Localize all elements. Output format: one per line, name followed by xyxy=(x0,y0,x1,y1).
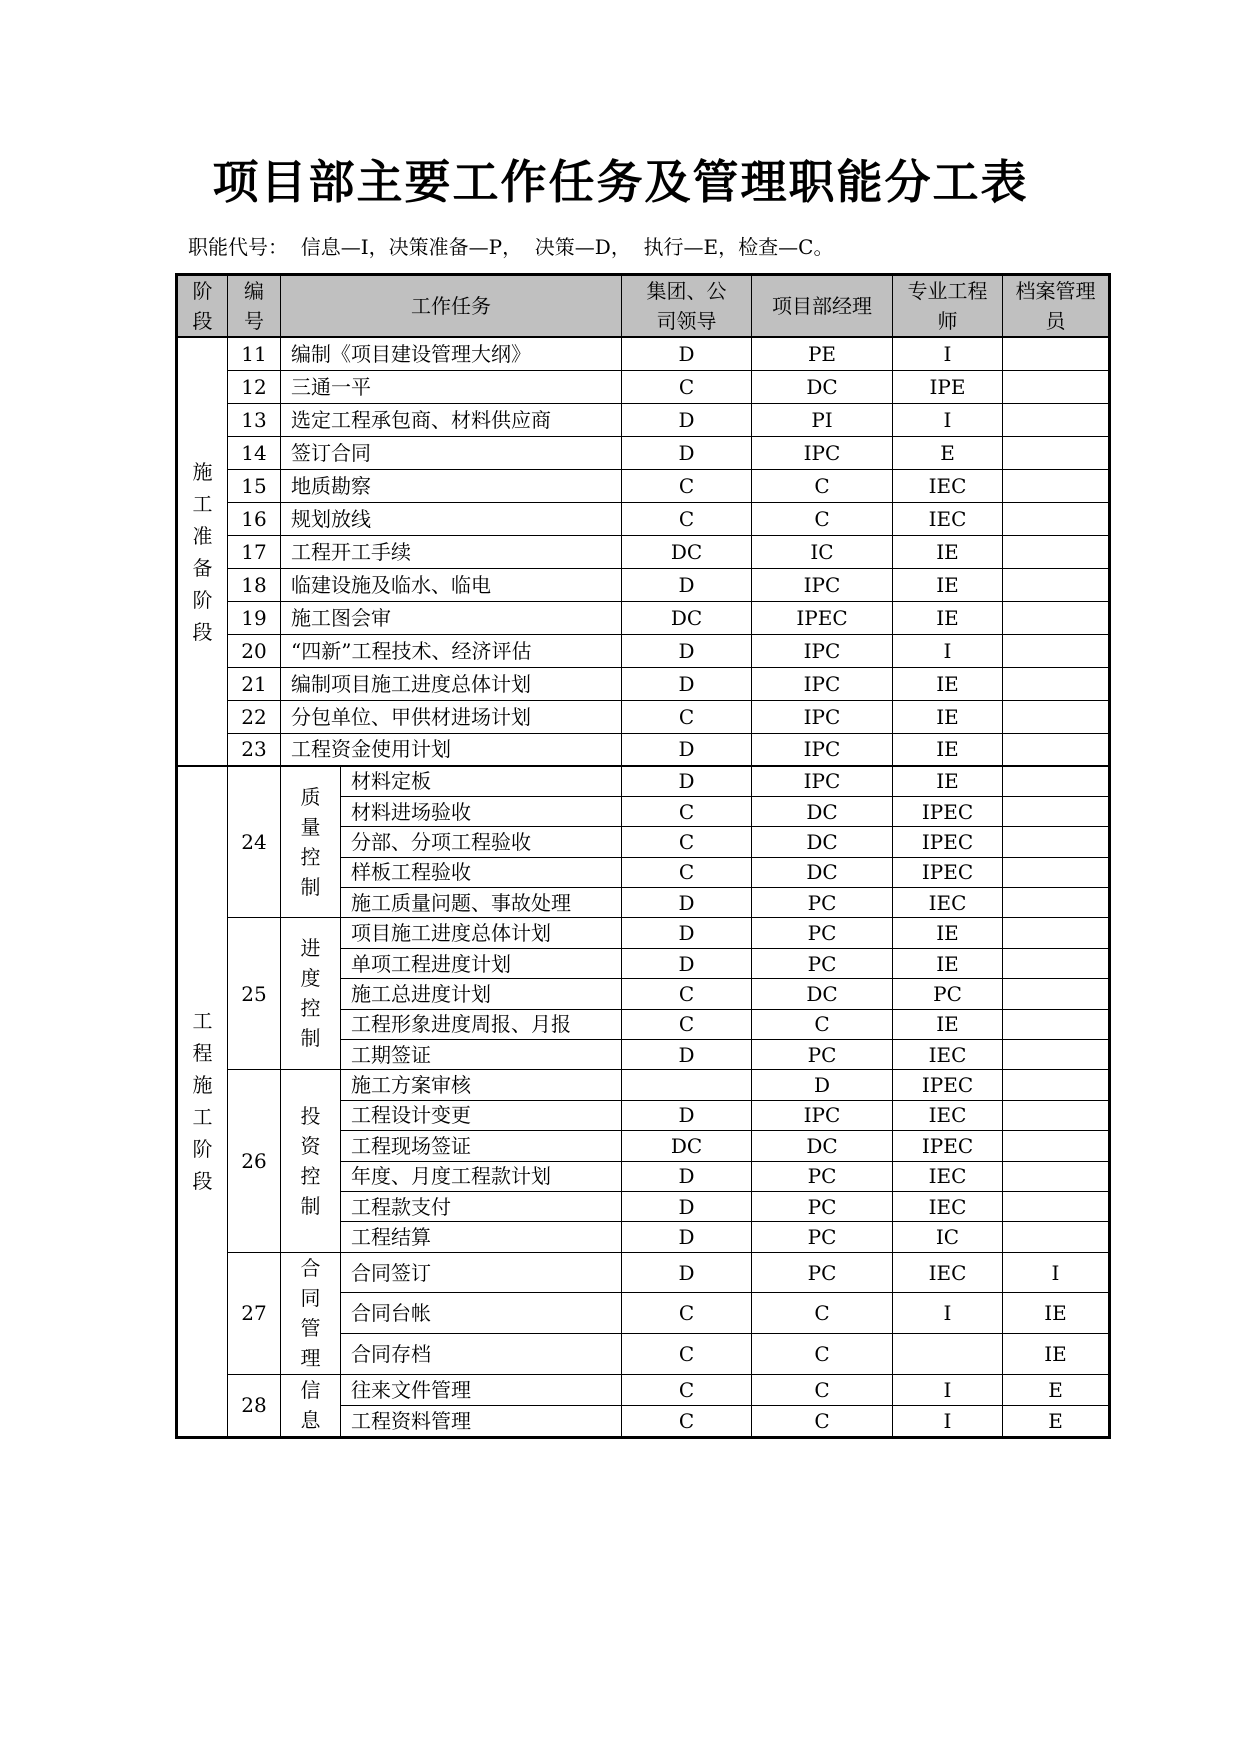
archivist-cell xyxy=(1003,979,1110,1009)
page-title: 项目部主要工作任务及管理职能分工表 xyxy=(212,155,1029,209)
responsibility-table xyxy=(175,273,1111,1439)
task-cell: 工程款支付 xyxy=(341,1191,622,1221)
header-archivist: 档案管理员 xyxy=(1003,275,1110,338)
archivist-cell xyxy=(1003,1100,1110,1130)
group-category xyxy=(281,1374,341,1437)
archivist-cell xyxy=(1003,700,1110,733)
header-leader: 集团、公司领导 xyxy=(622,275,752,338)
table-row xyxy=(177,733,1110,766)
leader-cell: D xyxy=(622,1252,752,1293)
function-code-legend: 职能代号： 信息—I，决策准备—P， 决策—D， 执行—E，检查—C。 xyxy=(188,235,834,259)
leader-cell: D xyxy=(622,1222,752,1252)
task-cell: 工程设计变更 xyxy=(341,1100,622,1130)
archivist-cell: E xyxy=(1003,1374,1110,1406)
leader-cell: D xyxy=(622,1191,752,1221)
leader-cell: C xyxy=(622,827,752,857)
engineer-cell: IPEC xyxy=(893,827,1003,857)
archivist-cell xyxy=(1003,733,1110,766)
table-row xyxy=(177,370,1110,403)
group-num: 24 xyxy=(228,766,281,918)
task-cell: 合同签订 xyxy=(341,1252,622,1293)
archivist-cell xyxy=(1003,1222,1110,1252)
group-num: 25 xyxy=(228,918,281,1070)
engineer-cell: IC xyxy=(893,1222,1003,1252)
engineer-cell xyxy=(893,1334,1003,1375)
pm-cell: IPC xyxy=(752,733,893,766)
engineer-cell: IE xyxy=(893,535,1003,568)
leader-cell: D xyxy=(622,634,752,667)
task-cell: 临建设施及临水、临电 xyxy=(281,568,622,601)
table-row xyxy=(177,502,1110,535)
leader-cell: D xyxy=(622,1100,752,1130)
archivist-cell xyxy=(1003,502,1110,535)
archivist-cell xyxy=(1003,403,1110,436)
pm-cell: DC xyxy=(752,857,893,887)
pm-cell: IPC xyxy=(752,766,893,796)
table-row xyxy=(177,667,1110,700)
pm-cell: DC xyxy=(752,370,893,403)
row-num: 15 xyxy=(228,469,281,502)
leader-cell: C xyxy=(622,700,752,733)
archivist-cell xyxy=(1003,766,1110,796)
pm-cell: DC xyxy=(752,827,893,857)
task-cell: 样板工程验收 xyxy=(341,857,622,887)
archivist-cell xyxy=(1003,1040,1110,1070)
row-num: 12 xyxy=(228,370,281,403)
engineer-cell: IEC xyxy=(893,502,1003,535)
task-cell: 三通一平 xyxy=(281,370,622,403)
row-num: 16 xyxy=(228,502,281,535)
archivist-cell xyxy=(1003,796,1110,826)
pm-cell: PC xyxy=(752,1040,893,1070)
pm-cell: IPEC xyxy=(752,601,893,634)
task-cell: 工程资金使用计划 xyxy=(281,733,622,766)
stage-label: 工程施工阶段 xyxy=(192,1009,213,1194)
pm-cell: IPC xyxy=(752,634,893,667)
leader-cell: D xyxy=(622,403,752,436)
pm-cell: C xyxy=(752,1334,893,1375)
task-cell: 项目施工进度总体计划 xyxy=(341,918,622,948)
engineer-cell: IE xyxy=(893,766,1003,796)
stage-cell-construction xyxy=(177,766,228,1437)
engineer-cell: IEC xyxy=(893,1161,1003,1191)
table-row xyxy=(177,337,1110,370)
leader-cell: C xyxy=(622,1293,752,1334)
archivist-cell xyxy=(1003,1009,1110,1039)
row-num: 22 xyxy=(228,700,281,733)
engineer-cell: IPEC xyxy=(893,796,1003,826)
pm-cell: DC xyxy=(752,979,893,1009)
archivist-cell xyxy=(1003,948,1110,978)
table-row xyxy=(177,634,1110,667)
category-label: 质量控制 xyxy=(300,784,321,899)
leader-cell: C xyxy=(622,1406,752,1438)
archivist-cell: I xyxy=(1003,1252,1110,1293)
task-cell: 合同台帐 xyxy=(341,1293,622,1334)
leader-cell: DC xyxy=(622,601,752,634)
pm-cell: DC xyxy=(752,1131,893,1161)
pm-cell: PE xyxy=(752,337,893,370)
task-cell: 工程结算 xyxy=(341,1222,622,1252)
engineer-cell: IPEC xyxy=(893,857,1003,887)
archivist-cell xyxy=(1003,1191,1110,1221)
archivist-cell xyxy=(1003,337,1110,370)
row-num: 11 xyxy=(228,337,281,370)
pm-cell: IPC xyxy=(752,1100,893,1130)
task-cell: 工程现场签证 xyxy=(341,1131,622,1161)
task-cell: “四新”工程技术、经济评估 xyxy=(281,634,622,667)
task-cell: 工程形象进度周报、月报 xyxy=(341,1009,622,1039)
leader-cell: C xyxy=(622,857,752,887)
engineer-cell: IE xyxy=(893,918,1003,948)
leader-cell xyxy=(622,1070,752,1100)
archivist-cell xyxy=(1003,667,1110,700)
pm-cell: PC xyxy=(752,918,893,948)
task-cell: 地质勘察 xyxy=(281,469,622,502)
archivist-cell xyxy=(1003,634,1110,667)
task-cell: 分部、分项工程验收 xyxy=(341,827,622,857)
group-category xyxy=(281,918,341,1070)
archivist-cell: IE xyxy=(1003,1293,1110,1334)
engineer-cell: IE xyxy=(893,700,1003,733)
pm-cell: D xyxy=(752,1070,893,1100)
engineer-cell: IEC xyxy=(893,1100,1003,1130)
stage-label: 施工准备阶段 xyxy=(192,459,213,644)
pm-cell: IPC xyxy=(752,436,893,469)
engineer-cell: I xyxy=(893,1406,1003,1438)
task-cell: 工期签证 xyxy=(341,1040,622,1070)
row-num: 19 xyxy=(228,601,281,634)
category-label: 投资控制 xyxy=(300,1103,321,1218)
pm-cell: IC xyxy=(752,535,893,568)
task-cell: 分包单位、甲供材进场计划 xyxy=(281,700,622,733)
table-row xyxy=(177,1252,1110,1293)
leader-cell: D xyxy=(622,1161,752,1191)
engineer-cell: IPE xyxy=(893,370,1003,403)
table-row xyxy=(177,436,1110,469)
archivist-cell xyxy=(1003,370,1110,403)
task-cell: 材料进场验收 xyxy=(341,796,622,826)
leader-cell: D xyxy=(622,1040,752,1070)
pm-cell: C xyxy=(752,469,893,502)
engineer-cell: IEC xyxy=(893,469,1003,502)
archivist-cell xyxy=(1003,601,1110,634)
task-cell: 施工方案审核 xyxy=(341,1070,622,1100)
pm-cell: PC xyxy=(752,888,893,918)
engineer-cell: I xyxy=(893,337,1003,370)
leader-cell: C xyxy=(622,1334,752,1375)
table-row xyxy=(177,766,1110,796)
row-num: 17 xyxy=(228,535,281,568)
leader-cell: D xyxy=(622,733,752,766)
group-num: 26 xyxy=(228,1070,281,1252)
leader-cell: DC xyxy=(622,1131,752,1161)
leader-cell: D xyxy=(622,667,752,700)
engineer-cell: IEC xyxy=(893,1191,1003,1221)
task-cell: 编制《项目建设管理大纲》 xyxy=(281,337,622,370)
row-num: 13 xyxy=(228,403,281,436)
table-row xyxy=(177,601,1110,634)
task-cell: 工程资料管理 xyxy=(341,1406,622,1438)
leader-cell: D xyxy=(622,766,752,796)
category-label: 进度控制 xyxy=(300,936,321,1051)
pm-cell: IPC xyxy=(752,700,893,733)
task-cell: 年度、月度工程款计划 xyxy=(341,1161,622,1191)
leader-cell: C xyxy=(622,796,752,826)
pm-cell: DC xyxy=(752,796,893,826)
task-cell: 施工总进度计划 xyxy=(341,979,622,1009)
archivist-cell xyxy=(1003,888,1110,918)
leader-cell: D xyxy=(622,337,752,370)
table-row xyxy=(177,700,1110,733)
leader-cell: C xyxy=(622,502,752,535)
row-num: 18 xyxy=(228,568,281,601)
task-cell: 选定工程承包商、材料供应商 xyxy=(281,403,622,436)
group-category xyxy=(281,1070,341,1252)
task-cell: 签订合同 xyxy=(281,436,622,469)
stage-cell-preparation xyxy=(177,337,228,766)
engineer-cell: IEC xyxy=(893,1252,1003,1293)
pm-cell: PC xyxy=(752,1191,893,1221)
engineer-cell: IE xyxy=(893,667,1003,700)
header-pm: 项目部经理 xyxy=(752,275,893,338)
pm-cell: PC xyxy=(752,1252,893,1293)
leader-cell: C xyxy=(622,1374,752,1406)
engineer-cell: IE xyxy=(893,568,1003,601)
leader-cell: D xyxy=(622,888,752,918)
pm-cell: IPC xyxy=(752,568,893,601)
engineer-cell: IE xyxy=(893,601,1003,634)
engineer-cell: IPEC xyxy=(893,1070,1003,1100)
table-row xyxy=(177,918,1110,948)
pm-cell: PC xyxy=(752,1161,893,1191)
task-cell: 工程开工手续 xyxy=(281,535,622,568)
task-cell: 规划放线 xyxy=(281,502,622,535)
table-row xyxy=(177,1070,1110,1100)
archivist-cell xyxy=(1003,1131,1110,1161)
leader-cell: C xyxy=(622,1009,752,1039)
engineer-cell: I xyxy=(893,1293,1003,1334)
engineer-cell: IE xyxy=(893,1009,1003,1039)
table-header-row xyxy=(177,275,1110,338)
pm-cell: C xyxy=(752,1009,893,1039)
leader-cell: DC xyxy=(622,535,752,568)
row-num: 20 xyxy=(228,634,281,667)
archivist-cell xyxy=(1003,918,1110,948)
engineer-cell: IE xyxy=(893,948,1003,978)
archivist-cell xyxy=(1003,857,1110,887)
group-num: 28 xyxy=(228,1374,281,1437)
pm-cell: PI xyxy=(752,403,893,436)
archivist-cell: IE xyxy=(1003,1334,1110,1375)
engineer-cell: E xyxy=(893,436,1003,469)
table-row xyxy=(177,535,1110,568)
category-label: 合同管理 xyxy=(300,1255,321,1370)
group-num: 27 xyxy=(228,1252,281,1374)
pm-cell: C xyxy=(752,1374,893,1406)
group-category xyxy=(281,1252,341,1374)
task-cell: 往来文件管理 xyxy=(341,1374,622,1406)
pm-cell: IPC xyxy=(752,667,893,700)
pm-cell: C xyxy=(752,502,893,535)
archivist-cell xyxy=(1003,827,1110,857)
leader-cell: C xyxy=(622,979,752,1009)
engineer-cell: I xyxy=(893,403,1003,436)
category-label: 信息 xyxy=(300,1377,321,1432)
task-cell: 施工质量问题、事故处理 xyxy=(341,888,622,918)
archivist-cell: E xyxy=(1003,1406,1110,1438)
engineer-cell: PC xyxy=(893,979,1003,1009)
task-cell: 单项工程进度计划 xyxy=(341,948,622,978)
header-stage: 阶段 xyxy=(177,275,228,338)
leader-cell: D xyxy=(622,918,752,948)
leader-cell: D xyxy=(622,436,752,469)
archivist-cell xyxy=(1003,568,1110,601)
archivist-cell xyxy=(1003,535,1110,568)
row-num: 14 xyxy=(228,436,281,469)
table-row xyxy=(177,568,1110,601)
pm-cell: C xyxy=(752,1406,893,1438)
row-num: 23 xyxy=(228,733,281,766)
leader-cell: D xyxy=(622,568,752,601)
task-cell: 编制项目施工进度总体计划 xyxy=(281,667,622,700)
archivist-cell xyxy=(1003,1161,1110,1191)
engineer-cell: I xyxy=(893,1374,1003,1406)
leader-cell: C xyxy=(622,370,752,403)
archivist-cell xyxy=(1003,469,1110,502)
engineer-cell: IE xyxy=(893,733,1003,766)
engineer-cell: IEC xyxy=(893,888,1003,918)
header-task: 工作任务 xyxy=(281,275,622,338)
leader-cell: C xyxy=(622,469,752,502)
table-row xyxy=(177,1374,1110,1406)
table-row xyxy=(177,469,1110,502)
archivist-cell xyxy=(1003,436,1110,469)
header-num: 编号 xyxy=(228,275,281,338)
engineer-cell: IPEC xyxy=(893,1131,1003,1161)
leader-cell: D xyxy=(622,948,752,978)
archivist-cell xyxy=(1003,1070,1110,1100)
engineer-cell: I xyxy=(893,634,1003,667)
engineer-cell: IEC xyxy=(893,1040,1003,1070)
table-row xyxy=(177,403,1110,436)
pm-cell: C xyxy=(752,1293,893,1334)
task-cell: 材料定板 xyxy=(341,766,622,796)
pm-cell: PC xyxy=(752,1222,893,1252)
task-cell: 施工图会审 xyxy=(281,601,622,634)
row-num: 21 xyxy=(228,667,281,700)
task-cell: 合同存档 xyxy=(341,1334,622,1375)
pm-cell: PC xyxy=(752,948,893,978)
header-engineer: 专业工程师 xyxy=(893,275,1003,338)
group-category xyxy=(281,766,341,918)
